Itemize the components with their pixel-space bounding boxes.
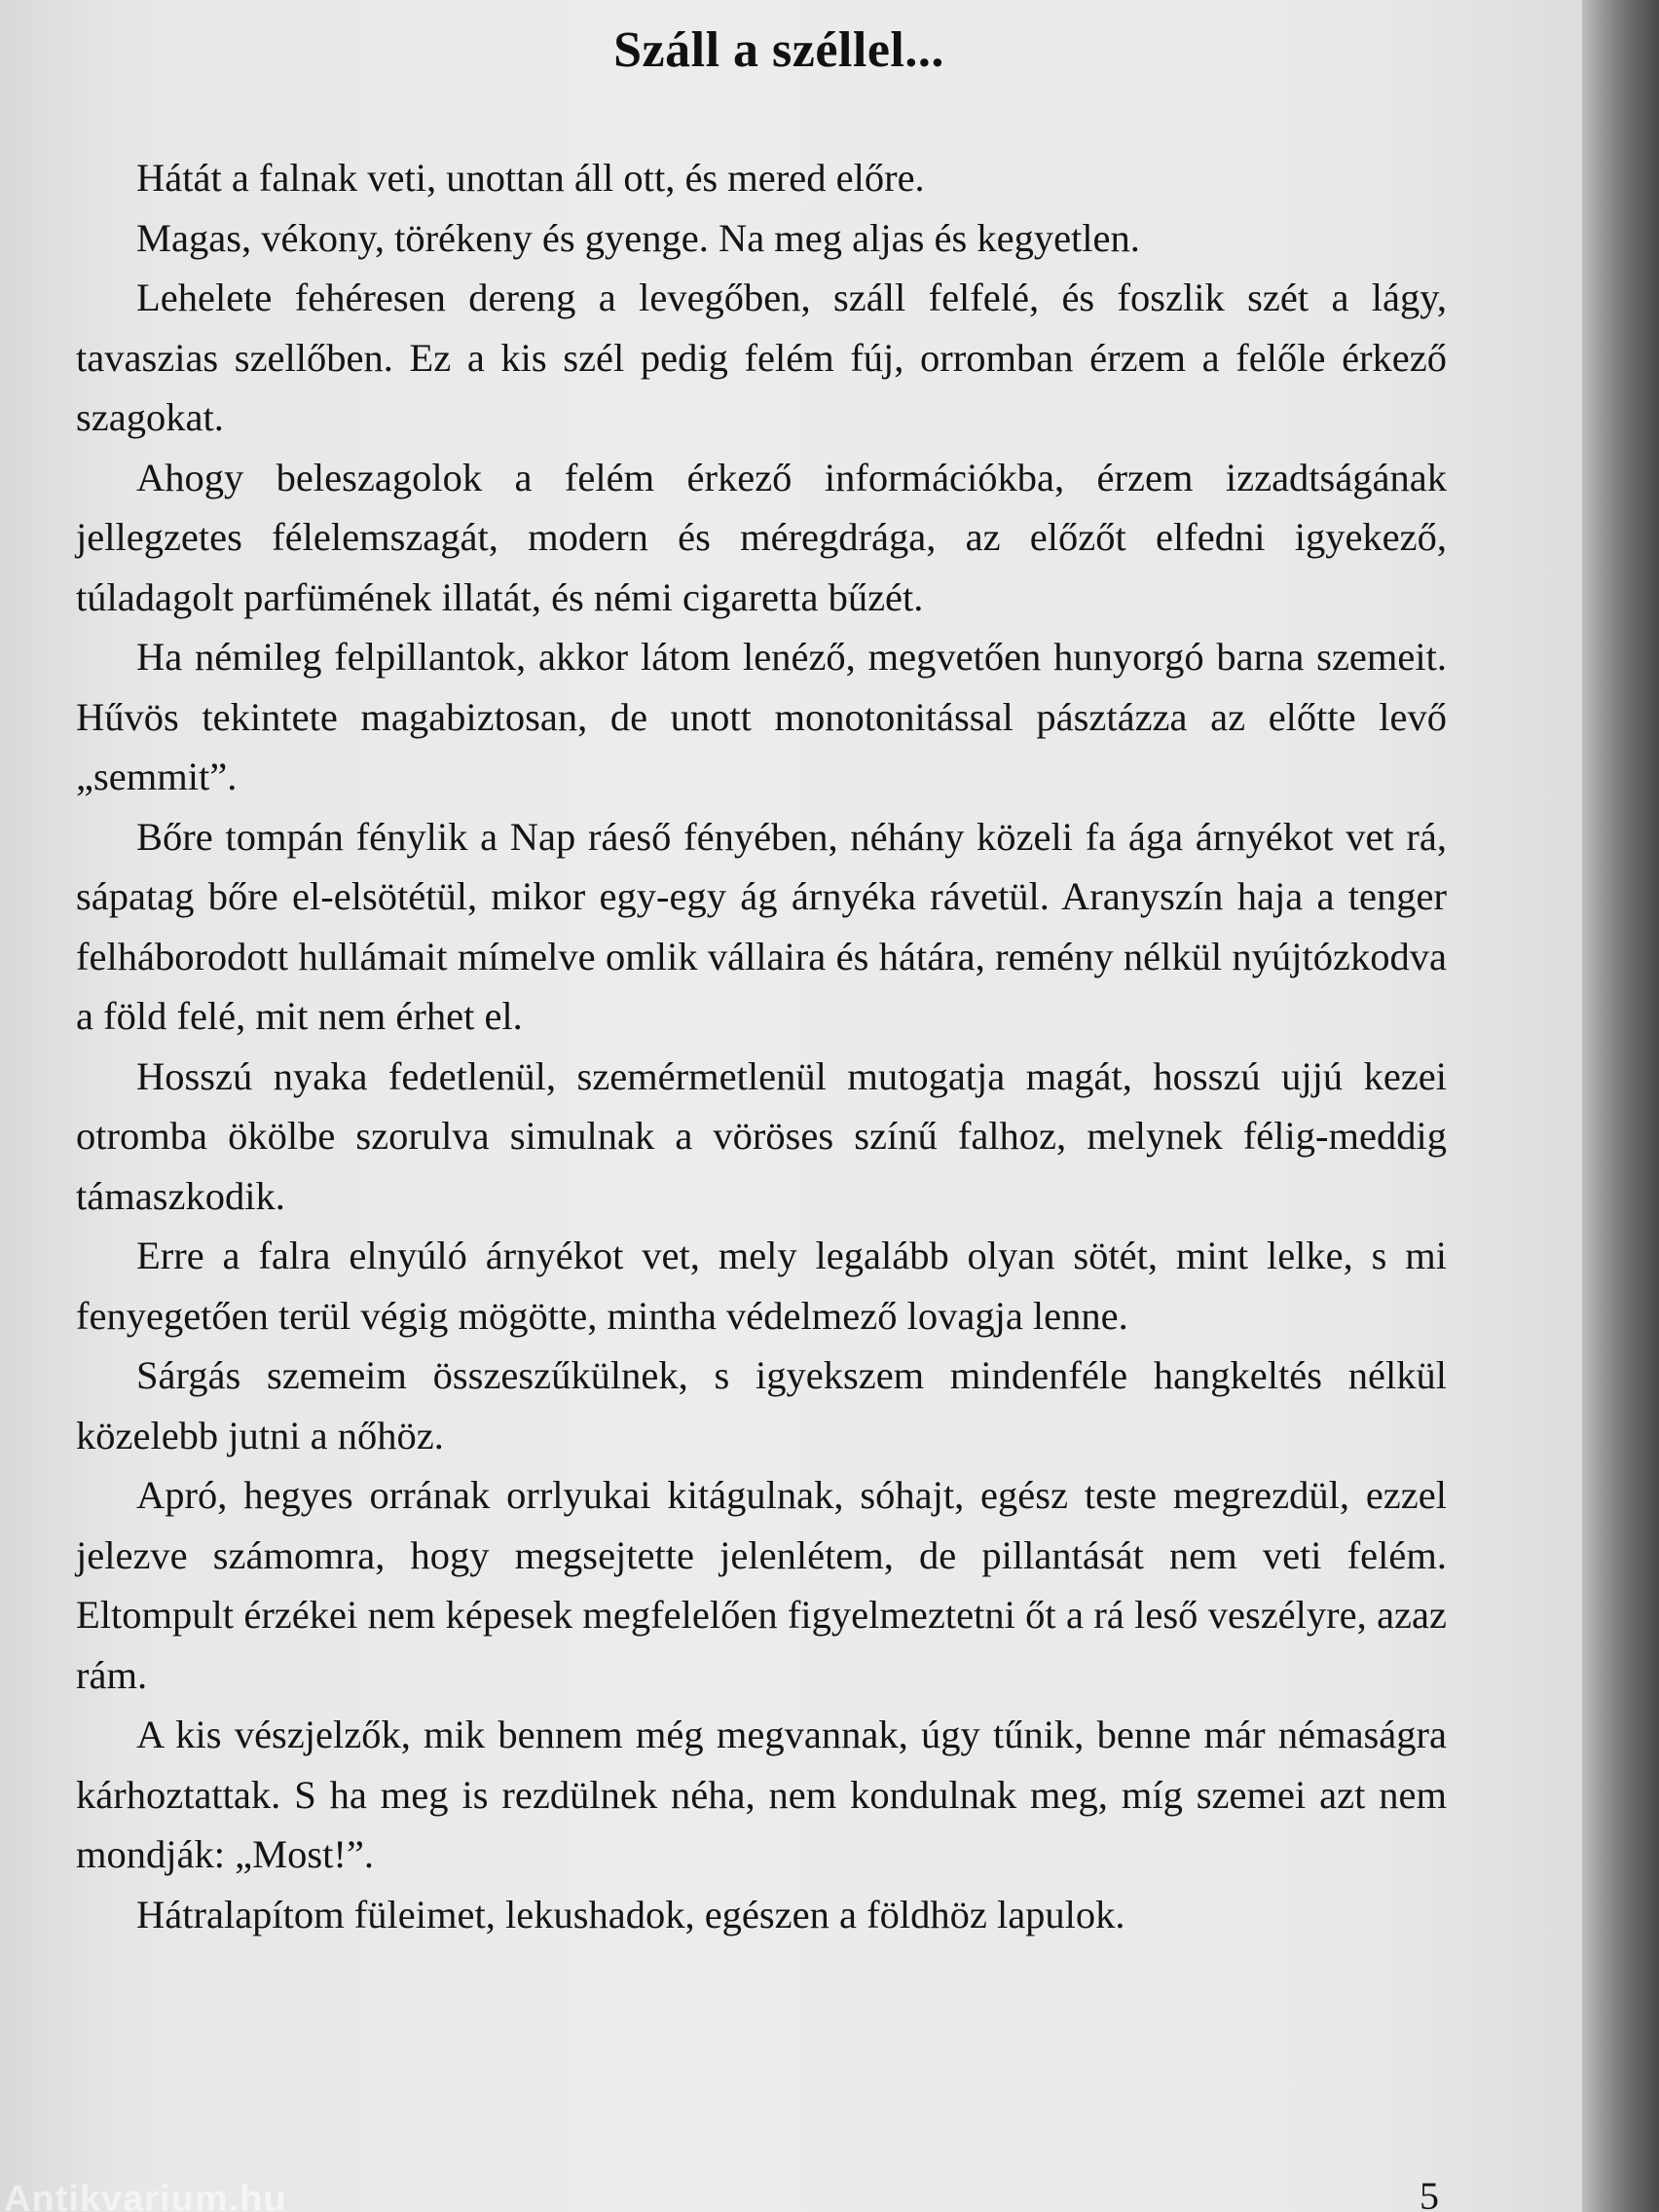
paragraph: Sárgás szemeim összeszűkülnek, s igyekszem mindenféle hangkeltés nélkül közelebb jutni a nőhöz. — [76, 1353, 1447, 1457]
paragraph: Hosszú nyaka fedetlenül, szemérmetlenül mutogatja magát, hosszú ujjú kezei otromba ökölbe szorulva simulnak a vöröses színű falhoz, melynek félig-meddig támaszkodik. — [76, 1053, 1447, 1218]
watermark: Antikvarium.hu — [4, 2179, 287, 2212]
paragraph: Ha némileg felpillantok, akkor látom lenéző, megvetően hunyorgó barna szemeit. Hűvös tekintete magabiztosan, de unott monotonitással pásztázza az előtte levő „semmit”. — [76, 635, 1447, 798]
page-number: 5 — [1419, 2174, 1439, 2212]
paragraph: Hátát a falnak veti, unottan áll ott, és mered előre. — [136, 156, 925, 200]
paragraph: Magas, vékony, törékeny és gyenge. Na meg aljas és kegyetlen. — [136, 215, 1140, 260]
paragraph: Lehelete fehéresen dereng a levegőben, száll felfelé, és foszlik szét a lágy, tavaszias szellőben. Ez a kis szél pedig felém fúj, orromban érzem a felőle érkező szagokat. — [76, 276, 1447, 439]
paragraph: A kis vészjelzők, mik bennem még megvannak, úgy tűnik, benne már némaságra kárhoztattak. S ha meg is rezdülnek néha, nem kondulnak meg, míg szemei azt nem mondják: „Most!”. — [76, 1713, 1447, 1876]
paragraph: Bőre tompán fénylik a Nap ráeső fényében, néhány közeli fa ága árnyékot vet rá, sápatag bőre el-elsötétül, mikor egy-egy ág árnyéka rávetül. Aranyszín haja a tenger felháborodott hullámait mímelve omlik vállaira és hátára, remény nélkül nyújtózkodva a föld felé, mit nem érhet el. — [76, 814, 1447, 1038]
paragraph: Apró, hegyes orrának orrlyukai kitágulnak, sóhajt, egész teste megrezdül, ezzel jelezve számomra, hogy megsejtette jelenlétem, de pillantását nem veti felém. Eltompult érzékei nem képesek megfelelően figyelmeztetni őt a rá leső veszélyre, azaz rám. — [76, 1473, 1447, 1697]
page-edge-shadow — [1582, 0, 1659, 2212]
paragraph: Hátralapítom füleimet, lekushadok, egészen a földhöz lapulok. — [136, 1892, 1125, 1936]
body-text — [76, 148, 1447, 1944]
paragraph: Ahogy beleszagolok a felém érkező információkba, érzem izzadtságának jellegzetes félelemszagát, modern és méregdrága, az előzőt elfedni igyekező, túladagolt parfümének illatát, és némi cigaretta bűzét. — [76, 455, 1447, 619]
chapter-title: Száll a széllel... — [613, 22, 944, 78]
paragraph: Erre a falra elnyúló árnyékot vet, mely legalább olyan sötét, mint lelke, s mi fenyegetően terül végig mögötte, mintha védelmező lovagja lenne. — [76, 1234, 1447, 1338]
